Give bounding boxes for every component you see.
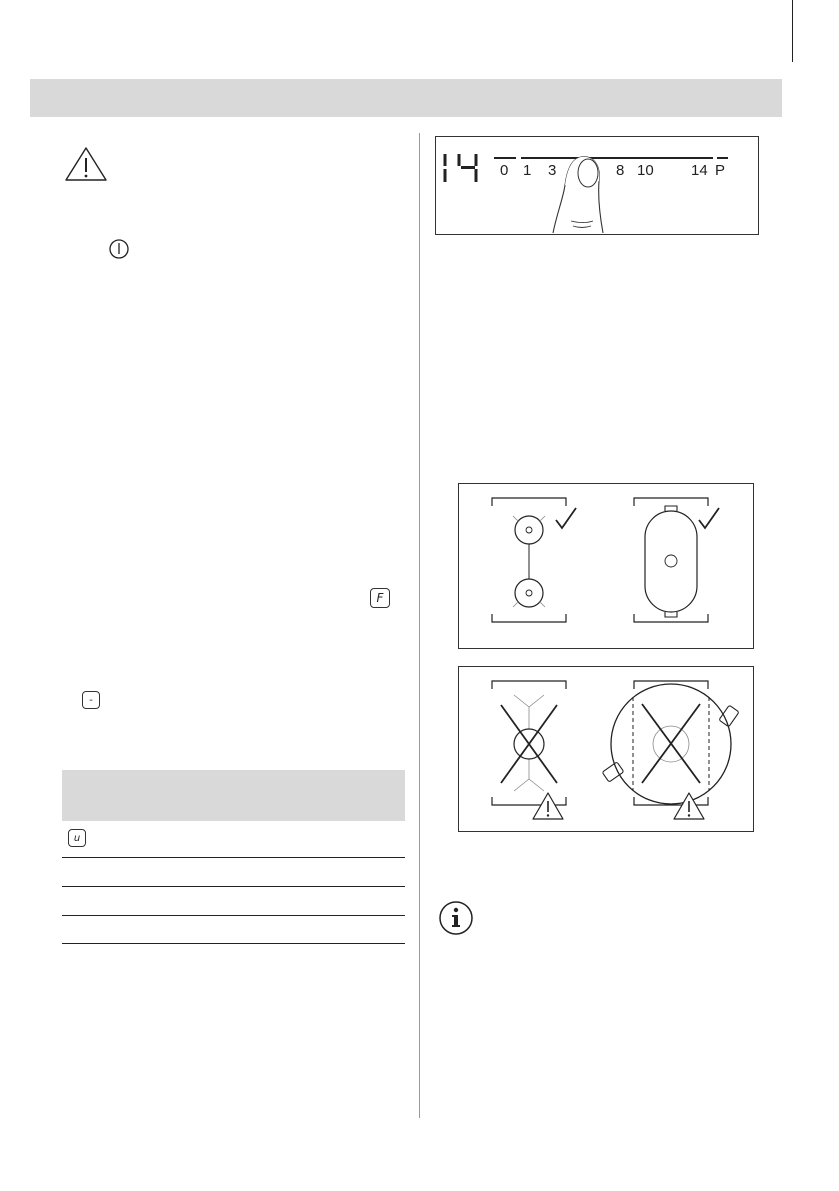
column-divider: [419, 133, 420, 1118]
table-row-divider: [62, 886, 405, 887]
incorrect-placement-figure: [458, 666, 754, 832]
finger-illustration: [541, 151, 621, 233]
warning-icon: [531, 791, 565, 821]
warning-icon: [64, 146, 108, 182]
seven-segment-level: [441, 152, 481, 184]
scale-bar: [494, 157, 516, 159]
power-icon: [108, 238, 130, 260]
correct-placement-figure: [458, 483, 754, 649]
incorrect-placement-drawing: [459, 667, 753, 831]
scale-label: P: [715, 162, 726, 179]
scale-label: 14: [691, 162, 708, 179]
u-key-label: u: [73, 832, 81, 844]
scale-bar: [717, 157, 728, 159]
scale-label: 10: [637, 162, 654, 179]
function-key-label: F: [376, 591, 384, 605]
power-slider-display: [435, 136, 759, 235]
warning-icon: [672, 791, 706, 821]
correct-placement-drawing: [459, 484, 753, 648]
table-row-divider: [62, 857, 405, 858]
table-row-divider: [62, 915, 405, 916]
minus-key-icon: [82, 691, 100, 709]
scale-label: 1: [523, 162, 532, 179]
top-rule: [792, 0, 793, 62]
u-key-icon: [68, 829, 86, 847]
table-header: [62, 770, 405, 821]
section-header-band: [30, 79, 782, 117]
minus-key-label: -: [89, 694, 93, 706]
function-key-icon: [370, 588, 390, 608]
scale-label: 8: [616, 162, 625, 179]
info-icon: [438, 900, 474, 936]
scale-label: 3: [548, 162, 557, 179]
scale-label: 0: [500, 162, 509, 179]
table-row-divider: [62, 943, 405, 944]
